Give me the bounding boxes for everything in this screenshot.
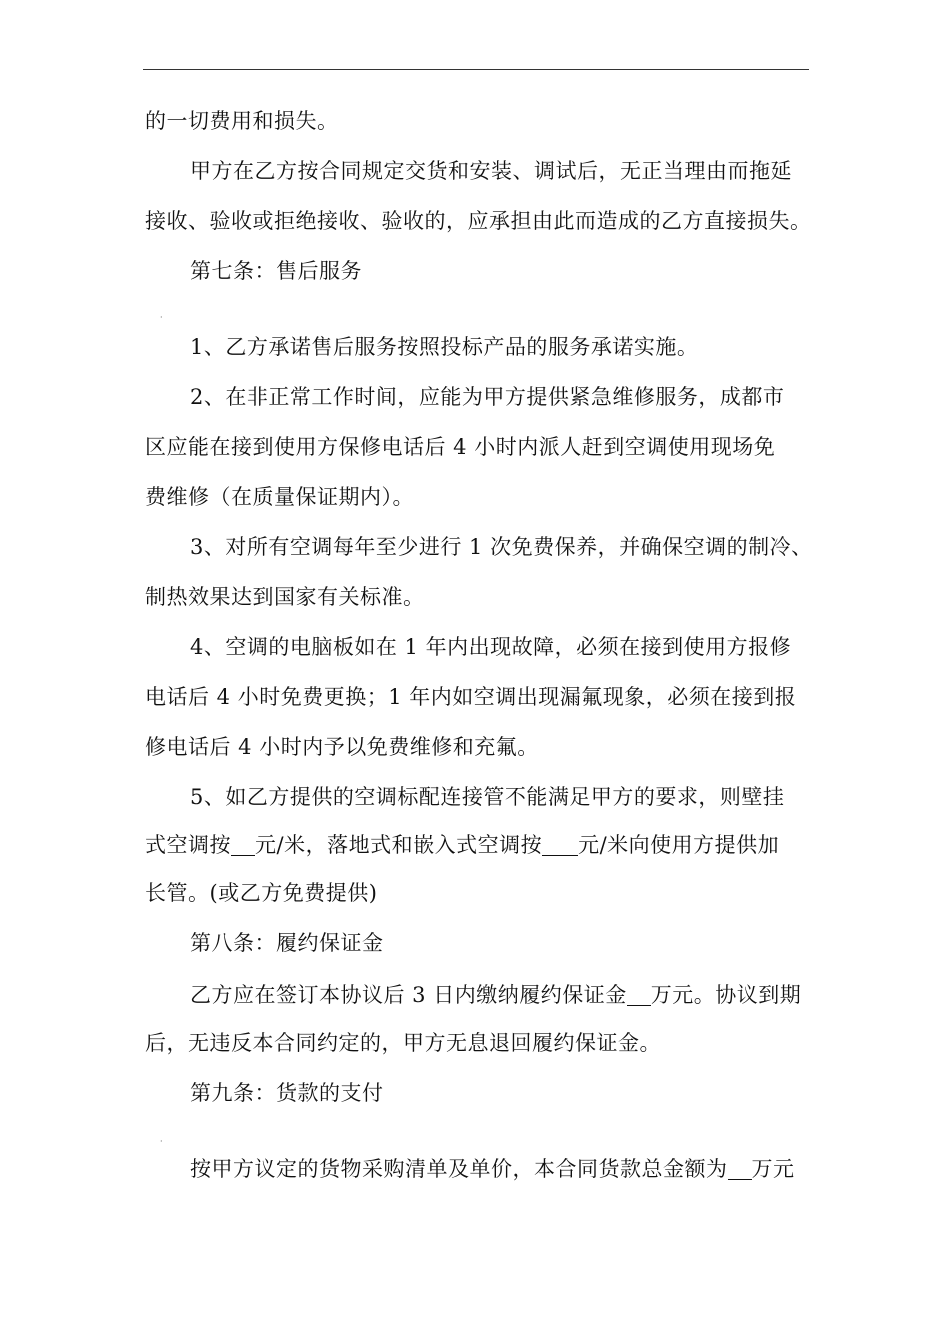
list-item-1: 1、乙方承诺售后服务按照投标产品的服务承诺实施。 (190, 335, 699, 359)
text-line: 的一切费用和损失。 (145, 109, 339, 133)
text-fragment: 万元 (751, 1157, 795, 1181)
list-item-3: 3、对所有空调每年至少进行 1 次免费保养，并确保空调的制冷、 (190, 535, 813, 559)
paragraph-mark: · (160, 1137, 163, 1146)
text-fragment: 元/米，落地式和嵌入式空调按 (255, 833, 543, 857)
list-item-2: 2、在非正常工作时间，应能为甲方提供紧急维修服务，成都市 (190, 385, 785, 409)
fill-in-blank (542, 833, 578, 856)
fill-in-blank (231, 833, 255, 856)
text-line: 区应能在接到使用方保修电话后 4 小时内派人赶到空调使用现场免 (145, 435, 776, 459)
section-heading-7: 第七条：售后服务 (190, 259, 362, 283)
text-fragment: 乙方应在签订本协议后 3 日内缴纳履约保证金 (190, 983, 627, 1007)
text-line: 制热效果达到国家有关标准。 (145, 585, 425, 609)
section-heading-8: 第八条：履约保证金 (190, 931, 384, 955)
fill-in-blank (627, 983, 651, 1006)
text-fragment: 式空调按 (145, 833, 231, 857)
section-heading-9: 第九条：货款的支付 (190, 1081, 384, 1105)
text-fragment: 万元。协议到期 (650, 983, 802, 1007)
text-line: 后，无违反本合同约定的，甲方无息退回履约保证金。 (145, 1031, 661, 1055)
header-rule (143, 69, 809, 70)
text-fragment: 元/米向使用方提供加 (578, 833, 780, 857)
text-line: 甲方在乙方按合同规定交货和安装、调试后，无正当理由而拖延 (190, 159, 792, 183)
text-line (190, 1154, 815, 1184)
text-line: 费维修（在质量保证期内）。 (145, 485, 414, 509)
paragraph-mark: · (160, 313, 163, 322)
text-line: 长管。(或乙方免费提供) (145, 881, 378, 905)
list-item-5: 5、如乙方提供的空调标配连接管不能满足甲方的要求，则壁挂 (190, 785, 785, 809)
fill-in-blank (728, 1157, 752, 1180)
text-line (190, 980, 815, 1010)
text-line: 电话后 4 小时免费更换；1 年内如空调出现漏氟现象，必须在接到报 (145, 685, 797, 709)
text-line: 接收、验收或拒绝接收、验收的，应承担由此而造成的乙方直接损失。 (145, 209, 812, 233)
text-line: 修电话后 4 小时内予以免费维修和充氟。 (145, 735, 539, 759)
text-fragment: 按甲方议定的货物采购清单及单价，本合同货款总金额为 (190, 1157, 728, 1181)
text-line (145, 830, 815, 860)
list-item-4: 4、空调的电脑板如在 1 年内出现故障，必须在接到使用方报修 (190, 635, 792, 659)
